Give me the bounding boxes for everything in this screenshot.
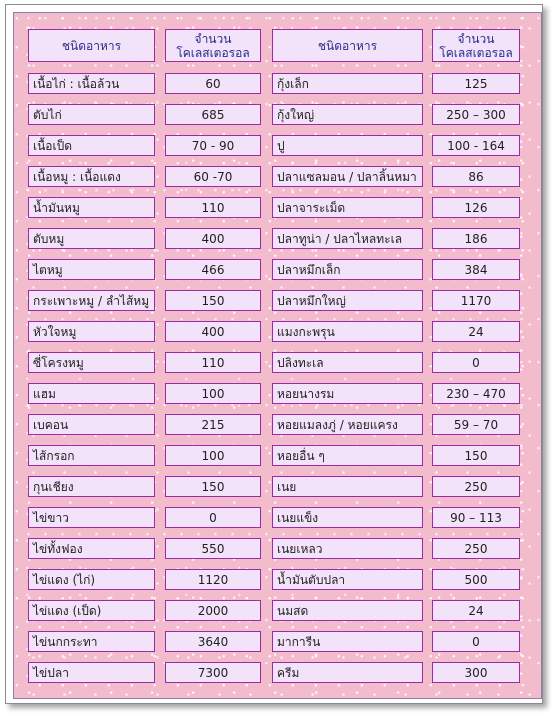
food-name-right: มาการีน [272, 631, 423, 652]
food-name-left: แฮม [28, 383, 155, 404]
food-name-right: ปลาจาระเม็ด [272, 197, 423, 218]
food-name-right: ครีม [272, 662, 423, 683]
cholesterol-value-left: 110 [165, 352, 261, 373]
food-name-left: หัวใจหมู [28, 321, 155, 342]
food-name-right: ปู [272, 135, 423, 156]
cholesterol-value-right: 300 [432, 662, 520, 683]
food-name-left: กระเพาะหมู / ลำไส้หมู [28, 290, 155, 311]
header-food-right-label: ชนิดอาหาร [317, 38, 378, 53]
food-name-right: แมงกะพรุน [272, 321, 423, 342]
food-name-right: หอยนางรม [272, 383, 423, 404]
cholesterol-value-right: 230 – 470 [432, 383, 520, 404]
header-food-left [28, 29, 155, 62]
cholesterol-value-left: 1120 [165, 569, 261, 590]
food-name-left: เนื้อเป็ด [28, 135, 155, 156]
cholesterol-value-right: 250 [432, 476, 520, 497]
food-name-right: ปลาหมึกเล็ก [272, 259, 423, 280]
cholesterol-value-right: 500 [432, 569, 520, 590]
cholesterol-value-right: 86 [432, 166, 520, 187]
cholesterol-value-right: 59 – 70 [432, 414, 520, 435]
cholesterol-value-right: 0 [432, 352, 520, 373]
food-name-left: น้ำมันหมู [28, 197, 155, 218]
cholesterol-value-right: 250 – 300 [432, 104, 520, 125]
header-food-left-label: ชนิดอาหาร [61, 38, 122, 53]
food-name-right: หอยแมลงภู่ / หอยแครง [272, 414, 423, 435]
food-name-left: ไข่แดง (เป็ด) [28, 600, 155, 621]
food-name-left: ตับหมู [28, 228, 155, 249]
cholesterol-value-left: 400 [165, 321, 261, 342]
food-name-left: เนื้อหมู : เนื้อแดง [28, 166, 155, 187]
food-name-right: เนยเหลว [272, 538, 423, 559]
food-name-left: ไส้กรอก [28, 445, 155, 466]
food-name-right: กุ้งใหญ่ [272, 104, 423, 125]
food-name-left: กุนเชียง [28, 476, 155, 497]
food-name-right: เนย [272, 476, 423, 497]
cholesterol-value-right: 0 [432, 631, 520, 652]
food-name-right: ปลาทูน่า / ปลาไหลทะเล [272, 228, 423, 249]
food-name-left: ซี่โครงหมู [28, 352, 155, 373]
food-name-right: น้ำมันตับปลา [272, 569, 423, 590]
cholesterol-value-left: 3640 [165, 631, 261, 652]
cholesterol-value-right: 126 [432, 197, 520, 218]
cholesterol-value-left: 70 - 90 [165, 135, 261, 156]
cholesterol-value-right: 24 [432, 600, 520, 621]
food-name-left: เนื้อไก่ : เนื้อล้วน [28, 73, 155, 94]
cholesterol-value-left: 60 [165, 73, 261, 94]
cholesterol-value-left: 400 [165, 228, 261, 249]
header-cholesterol-left [165, 29, 261, 62]
cholesterol-value-right: 1170 [432, 290, 520, 311]
food-name-right: ปลาแซลมอน / ปลาลิ้นหมา [272, 166, 423, 187]
cholesterol-value-right: 186 [432, 228, 520, 249]
food-name-left: ไข่ปลา [28, 662, 155, 683]
cholesterol-value-left: 550 [165, 538, 261, 559]
food-name-left: ไตหมู [28, 259, 155, 280]
cholesterol-value-left: 150 [165, 476, 261, 497]
cholesterol-value-left: 0 [165, 507, 261, 528]
food-name-left: ไข่ทั้งฟอง [28, 538, 155, 559]
header-cholesterol-right-line2: โคเลสเตอรอล [439, 45, 513, 60]
cholesterol-value-left: 215 [165, 414, 261, 435]
food-name-right: เนยแข็ง [272, 507, 423, 528]
food-name-right: นมสด [272, 600, 423, 621]
food-name-left: ไข่ขาว [28, 507, 155, 528]
cholesterol-value-left: 2000 [165, 600, 261, 621]
food-name-right: ปลาหมึกใหญ่ [272, 290, 423, 311]
cholesterol-value-left: 100 [165, 383, 261, 404]
cholesterol-value-right: 90 – 113 [432, 507, 520, 528]
cholesterol-value-right: 150 [432, 445, 520, 466]
cholesterol-value-left: 466 [165, 259, 261, 280]
cholesterol-value-right: 250 [432, 538, 520, 559]
cholesterol-value-left: 110 [165, 197, 261, 218]
cholesterol-value-right: 384 [432, 259, 520, 280]
food-name-right: ปลิงทะเล [272, 352, 423, 373]
food-name-left: ไข่นกกระทา [28, 631, 155, 652]
cholesterol-value-left: 100 [165, 445, 261, 466]
cholesterol-value-right: 24 [432, 321, 520, 342]
header-cholesterol-right [432, 29, 520, 62]
food-name-left: ไข่แดง (ไก่) [28, 569, 155, 590]
cholesterol-value-right: 125 [432, 73, 520, 94]
food-name-right: หอยอื่น ๆ [272, 445, 423, 466]
food-name-right: กุ้งเล็ก [272, 73, 423, 94]
header-food-right [272, 29, 423, 62]
food-name-left: ตับไก่ [28, 104, 155, 125]
cholesterol-value-left: 7300 [165, 662, 261, 683]
header-cholesterol-left-line2: โคเลสเตอรอล [176, 45, 250, 60]
cholesterol-value-left: 685 [165, 104, 261, 125]
cholesterol-value-left: 150 [165, 290, 261, 311]
header-cholesterol-left-line1: จำนวน [194, 31, 232, 46]
food-name-left: เบคอน [28, 414, 155, 435]
header-cholesterol-right-line1: จำนวน [457, 31, 495, 46]
cholesterol-value-right: 100 - 164 [432, 135, 520, 156]
cholesterol-value-left: 60 -70 [165, 166, 261, 187]
